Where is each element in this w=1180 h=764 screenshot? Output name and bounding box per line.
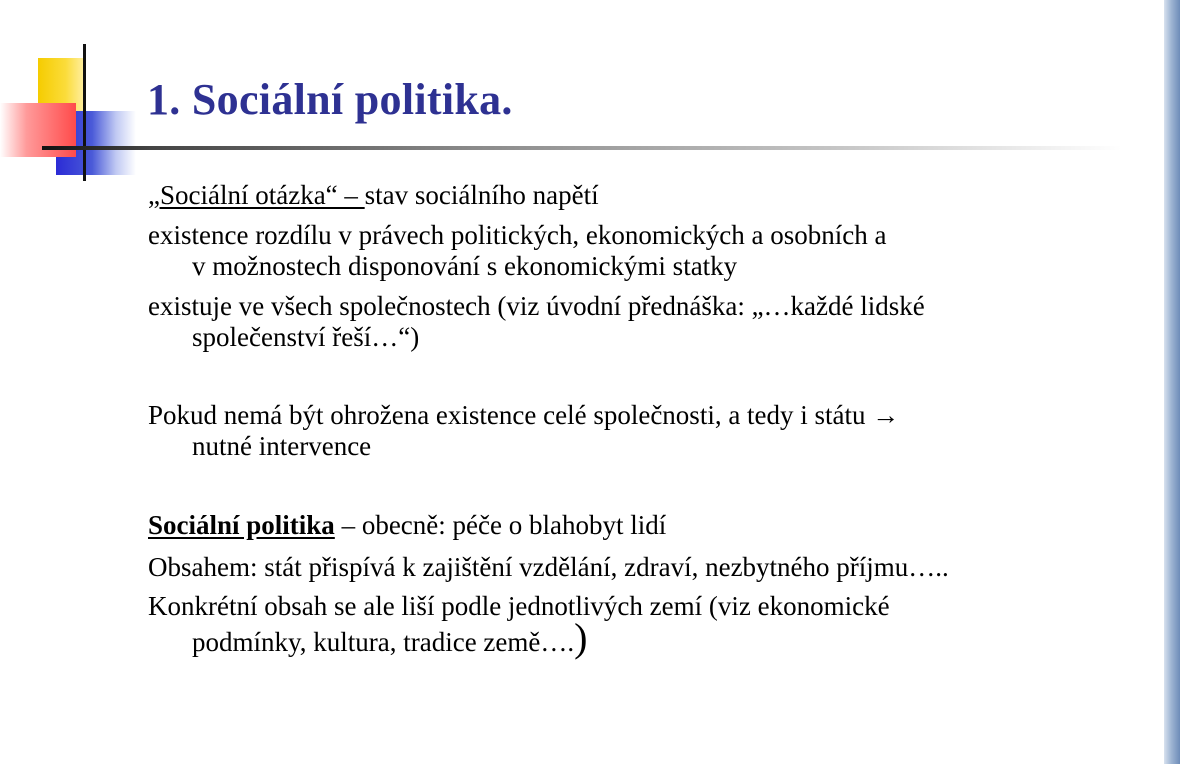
paragraph-rights-difference	[148, 220, 887, 282]
paragraph-line: existence rozdílu v právech politických, ekonomických a osobních a	[148, 220, 887, 250]
slide-title: 1. Sociální politika.	[147, 75, 513, 124]
decor-vertical-line	[83, 44, 86, 181]
paragraph-social-question	[148, 180, 599, 211]
paragraph-concrete-content	[148, 591, 890, 658]
paragraph-all-societies	[148, 291, 925, 353]
paragraph-line: existuje ve všech společnostech (viz úvodní přednáška: „…každé lidské	[148, 291, 925, 321]
paragraph-continuation: společenství řeší…“)	[192, 322, 420, 352]
paragraph-social-policy	[148, 510, 666, 541]
term-social-question: „Sociální otázka“ –	[148, 180, 365, 210]
paragraph-line: Obsahem: stát přispívá k zajištění vzdělání, zdraví, nezbytného příjmu…..	[148, 552, 949, 582]
closing-parenthesis: )	[574, 615, 588, 660]
paragraph-continuation: nutné intervence	[192, 431, 372, 461]
paragraph-continuation: v možnostech disponování s ekonomickými statky	[192, 251, 738, 281]
paragraph-continuation	[148, 615, 890, 660]
social-question-definition: stav sociálního napětí	[364, 180, 599, 210]
term-social-policy: Sociální politika	[148, 510, 335, 540]
social-policy-definition: – obecně: péče o blahobyt lidí	[334, 510, 667, 540]
paragraph-line: Konkrétní obsah se ale liší podle jednotlivých zemí (viz ekonomické	[148, 591, 890, 621]
continuation-text: podmínky, kultura, tradice země	[192, 627, 541, 657]
paragraph-intervention	[148, 400, 899, 462]
paragraph-content	[148, 552, 949, 583]
slide-right-border	[1164, 0, 1180, 764]
paragraph-line: Pokud nemá být ohrožena existence celé společnosti, a tedy i státu →	[148, 400, 900, 430]
ellipsis: ….	[540, 627, 575, 657]
title-divider-line	[42, 146, 1122, 150]
